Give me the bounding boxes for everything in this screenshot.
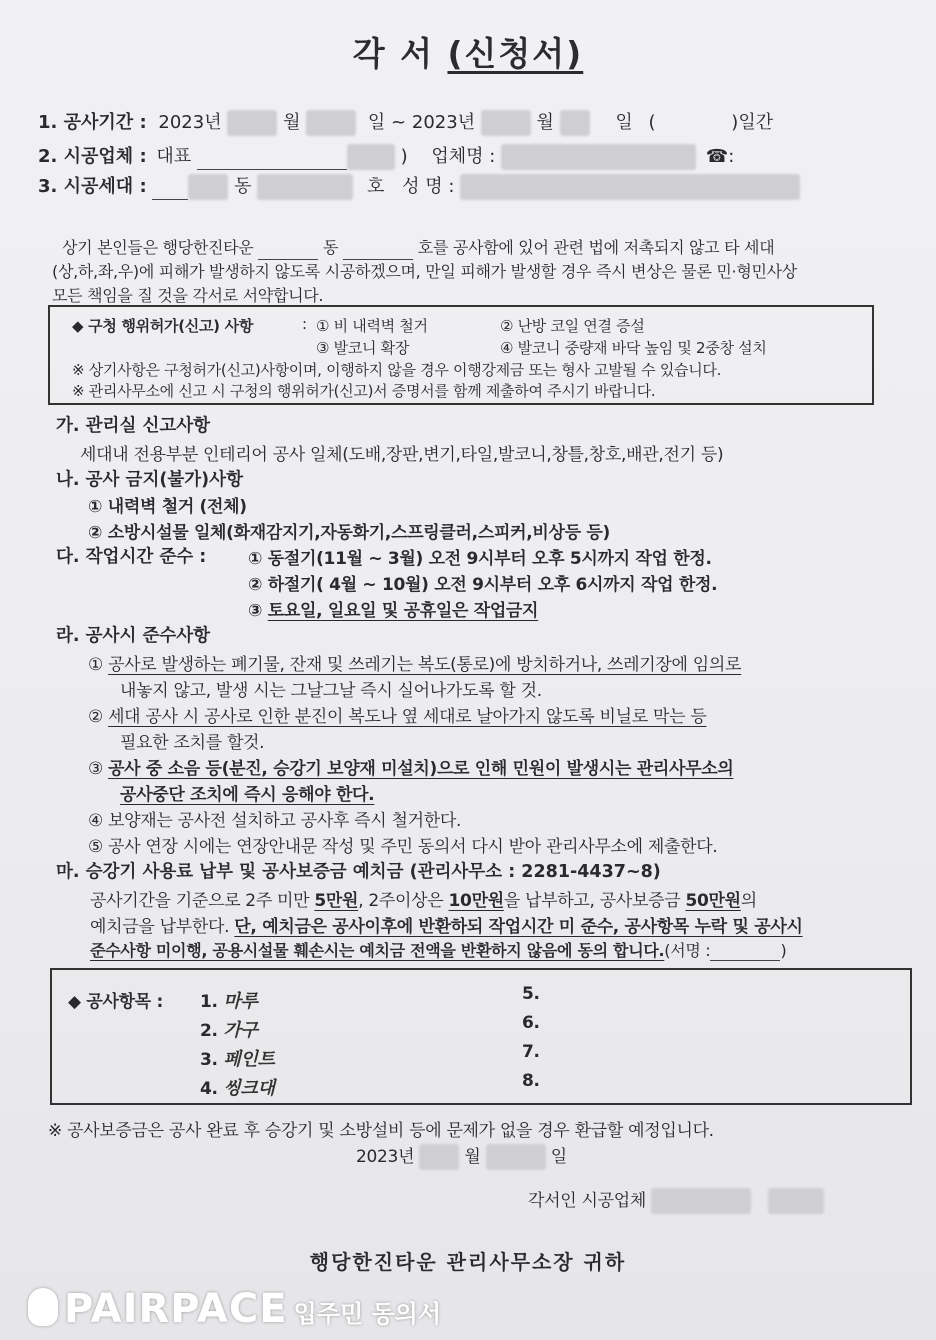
item-number: ①: [88, 655, 103, 675]
dong-unit: 동: [234, 176, 252, 197]
item-number: 3.: [200, 1050, 218, 1070]
date-year: 2023: [356, 1147, 399, 1167]
section-ma-line1: [90, 886, 757, 911]
ma-amount: 10만원: [448, 891, 504, 911]
month-unit: 월: [464, 1147, 481, 1167]
section-ra-item1: [88, 650, 741, 675]
work-item: [200, 1074, 275, 1100]
permit-item: ④ 발코니 중량재 바닥 높임 및 2중창 설치: [500, 339, 767, 357]
section-ga-text: 세대내 전용부분 인테리어 공사 일체(도배,장판,변기,타일,발코니,창틀,창호,배관,전기 등): [80, 445, 724, 465]
ma-condition: 준수사항 미이행, 공용시설물 훼손시는 예치금 전액을 반환하지 않음에 동의 합니다.: [90, 941, 665, 960]
redacted-box: [651, 1188, 751, 1214]
brand-subtitle: 입주민 동의서: [293, 1300, 442, 1328]
ho-unit: 호: [366, 176, 385, 197]
permit-item: ① 비 내력벽 철거: [316, 317, 428, 335]
section-da-item: ② 하절기( 4월 ~ 10월) 오전 9시부터 오후 6시까지 작업 한정.: [248, 575, 718, 595]
section-na-title: 나. 공사 금지(불가)사항: [56, 470, 243, 490]
work-item: [200, 1016, 258, 1042]
section-ra-item5: ⑤ 공사 연장 시에는 연장안내문 작성 및 주민 동의서 다시 받아 관리사무소에 제출한다.: [88, 837, 718, 857]
ma-condition: 단, 예치금은 공사이후에 반환하되 작업시간 미 준수, 공사항목 누락 및 공사시: [234, 917, 803, 937]
work-item-number: 8.: [522, 1071, 540, 1091]
ma-text: 의: [740, 891, 757, 911]
item-number: ②: [88, 707, 103, 727]
section-da-title: 다. 작업시간 준수 :: [56, 547, 207, 567]
household-row: [38, 172, 800, 200]
section-ma-title: 마. 승강기 사용료 납부 및 공사보증금 예치금 (관리사무소 : 2281-4437~8): [56, 862, 661, 882]
redacted-box: [306, 110, 356, 136]
ma-text: 공사기간을 기준으로 2주 미만: [90, 891, 315, 911]
work-item: [200, 1045, 275, 1071]
rep-name-line: [197, 169, 347, 170]
brand-name: PAIRPACE: [64, 1286, 288, 1332]
redacted-box: [768, 1188, 824, 1214]
permit-box-label: ◆ 구청 행위허가(신고) 사항: [72, 317, 254, 335]
item-number: 2.: [200, 1021, 218, 1041]
redacted-box: [560, 110, 590, 136]
redacted-box: [419, 1144, 459, 1170]
day-unit: 일: [550, 1147, 567, 1167]
year-unit: 년: [398, 1147, 415, 1167]
section-ra-item2: [88, 702, 706, 727]
intro-text: 동: [323, 238, 339, 257]
redacted-box: [486, 1144, 546, 1170]
work-item: [200, 987, 258, 1013]
ma-amount: 5만원: [314, 891, 359, 911]
section-da-item: ① 동절기(11월 ~ 3월) 오전 9시부터 오후 5시까지 작업 한정.: [248, 549, 712, 569]
refund-note: ※ 공사보증금은 공사 완료 후 승강기 및 소방설비 등에 문제가 없을 경우 환급할 예정입니다.: [48, 1121, 714, 1141]
permit-note: ※ 관리사무소에 신고 시 구청의 행위허가(신고)서 증명서를 함께 제출하여 주시기 바랍니다.: [72, 382, 656, 400]
intro-paragraph: [52, 236, 882, 308]
handwritten-value: 씽크대: [223, 1078, 275, 1099]
redacted-box: [188, 174, 228, 200]
company-label: 업체명 :: [431, 146, 496, 167]
permit-box: [48, 305, 874, 405]
household-label: 3. 시공세대 :: [38, 176, 147, 197]
work-item-number: 6.: [522, 1013, 540, 1033]
contractor-row: [38, 142, 734, 170]
permit-item: ② 난방 코일 연결 증설: [500, 317, 645, 335]
item-number: 1.: [200, 992, 218, 1012]
ma-text: , 2주이상은: [358, 891, 449, 911]
handwritten-value: 마루: [223, 991, 258, 1012]
section-ra-item2-text2: 필요한 조치를 할것.: [120, 733, 265, 753]
year-unit: 년: [204, 112, 222, 133]
handwritten-value: 가구: [223, 1020, 258, 1041]
section-ra-item3-text: 공사 중 소음 등(분진, 승강기 보양재 미설치)으로 인해 민원이 발생시는 관리사무소의: [108, 759, 734, 779]
section-ra-item3-text2: 공사중단 조치에 즉시 응해야 한다.: [120, 785, 375, 805]
signing-date: [356, 1142, 567, 1170]
ma-text: 예치금을 납부한다.: [90, 917, 235, 937]
section-ma-line3: [90, 938, 786, 961]
title-sub: (신청서): [447, 34, 584, 73]
contractor-rep-label: 대표: [156, 146, 192, 167]
work-item-number: 7.: [522, 1042, 540, 1062]
section-na-item: ① 내력벽 철거 (전체): [88, 497, 247, 517]
period-year-end: 2023: [411, 112, 458, 133]
section-da-item3: [248, 596, 538, 621]
item-number: ③: [88, 759, 103, 779]
brand-watermark: [28, 1286, 441, 1332]
section-ra-item4: ④ 보양재는 공사전 설치하고 공사후 즉시 철거한다.: [88, 811, 462, 831]
dong-line: [152, 199, 188, 200]
signature-line: [710, 960, 780, 961]
period-row: [38, 108, 773, 136]
year-unit: 년: [457, 112, 476, 133]
intro-text: 호를 공사함에 있어 관련 법에 저촉되지 않고 타 세대: [417, 238, 775, 257]
item-number: 4.: [200, 1079, 218, 1099]
period-days: )일간: [731, 112, 774, 133]
intro-text: 상기 본인들은 행당한진타운: [62, 238, 254, 257]
section-ga-title: 가. 관리실 신고사항: [56, 416, 211, 436]
permit-item: ③ 발코니 확장: [316, 339, 410, 357]
section-ra-title: 라. 공사시 준수사항: [56, 626, 211, 646]
section-ma-line2: [90, 912, 803, 937]
work-items-label: ◆ 공사항목 :: [68, 992, 163, 1012]
work-items-box: [50, 968, 912, 1105]
paren-close: ): [780, 941, 787, 960]
section-ra-item1-text2: 내놓지 않고, 발생 시는 그날그날 즉시 실어나가도록 할 것.: [120, 681, 542, 701]
month-unit: 월: [536, 112, 554, 133]
period-label: 1. 공사기간 :: [38, 112, 147, 133]
signature-label: (서명 :: [664, 941, 711, 960]
month-unit: 월: [283, 112, 301, 133]
section-ra-item1-text: 공사로 발생하는 폐기물, 잔재 및 쓰레기는 복도(통로)에 방치하거나, 쓰레기장에 임의로: [108, 655, 742, 675]
day-unit: 일: [615, 112, 633, 133]
redacted-box: [257, 174, 353, 200]
intro-text: (상,하,좌,우)에 피해가 발생하지 않도록 시공하겠으며, 만일 피해가 발생할 경우 즉시 변상은 물론 민·형민사상: [52, 262, 797, 281]
contractor-label: 2. 시공업체 :: [38, 146, 147, 167]
logo-icon: [28, 1288, 58, 1326]
work-item-number: 5.: [522, 984, 540, 1004]
document-title: [0, 28, 936, 75]
phone-icon: ☎:: [705, 146, 735, 167]
permit-note: ※ 상기사항은 구청허가(신고)사항이며, 이행하지 않을 경우 이행강제금 또는 형사 고발될 수 있습니다.: [72, 361, 722, 379]
redacted-box: [227, 110, 277, 136]
day-unit: 일: [367, 112, 386, 133]
period-year-start: 2023: [158, 112, 205, 133]
intro-text: 모든 책임을 질 것을 각서로 서약합니다.: [52, 286, 324, 305]
redacted-box: [347, 144, 395, 170]
redacted-box: [501, 144, 696, 170]
handwritten-value: 페인트: [223, 1049, 275, 1070]
signer-row: [528, 1186, 824, 1214]
section-ra-item3: [88, 754, 734, 779]
permit-colon: :: [302, 315, 307, 333]
section-na-item: ② 소방시설물 일체(화재감지기,자동화기,스프링클러,스피커,비상등 등): [88, 523, 610, 543]
title-main: 각 서: [352, 34, 434, 73]
redacted-box: [481, 110, 531, 136]
paren-open: (: [648, 112, 656, 133]
redacted-box: [460, 174, 800, 200]
ma-amount: 50만원: [685, 891, 741, 911]
ma-text: 을 납부하고, 공사보증금: [503, 891, 686, 911]
section-da-item3-text: 토요일, 일요일 및 공휴일은 작업금지: [267, 601, 539, 621]
section-ra-item2-text: 세대 공사 시 공사로 인한 분진이 복도나 옆 세대로 날아가지 않도록 비닐로 막는 등: [108, 707, 707, 727]
addressee: 행당한진타운 관리사무소장 귀하: [309, 1250, 627, 1274]
tilde: ~: [391, 112, 407, 133]
name-label: 성 명 :: [402, 176, 455, 197]
item-number: ③: [248, 601, 263, 621]
paren-close: ): [400, 146, 408, 167]
signer-label: 각서인 시공업체: [528, 1191, 646, 1211]
